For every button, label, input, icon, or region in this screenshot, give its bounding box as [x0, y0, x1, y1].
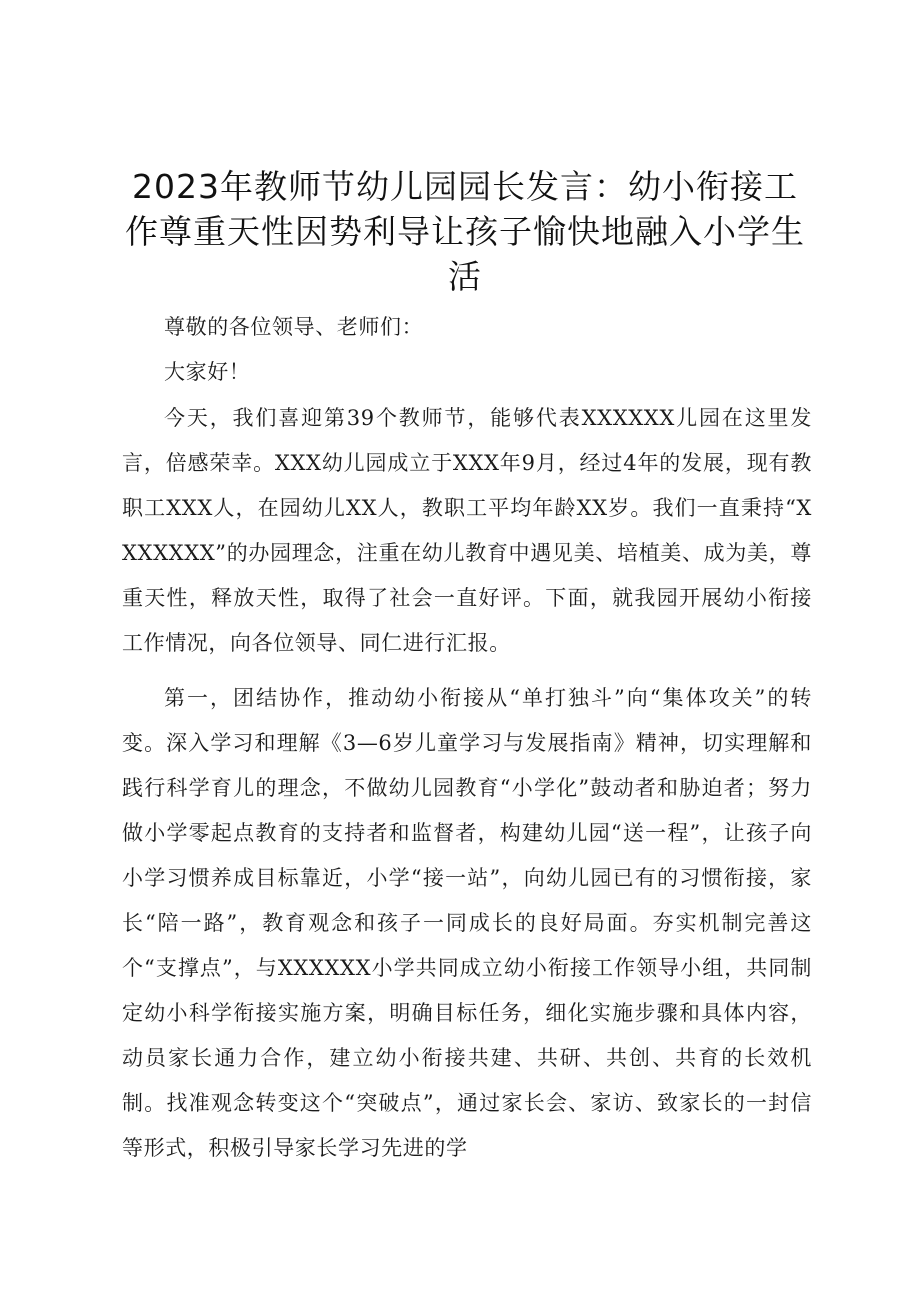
salutation: 尊敬的各位领导、老师们：: [164, 315, 424, 339]
document-body: [122, 306, 812, 1171]
paragraph-first-point: 第一，团结协作，推动幼小衔接从“单打独斗”向“集体攻关”的转变。深入学习和理解《3—6岁儿童学习与发展指南》精神，切实理解和践行科学育儿的理念，不做幼儿园教育“小学化”鼓动者和胁迫者；努力做小学零起点教育的支持者和监督者，构建幼儿园“送一程”，让孩子向小学习惯养成目标靠近，小学“接一站”，向幼儿园已有的习惯衔接，家长“陪一路”，教育观念和孩子一同成长的良好局面。夯实机制完善这个“支撑点”，与XXXXXX小学共同成立幼小衔接工作领导小组，共同制定幼小科学衔接实施方案，明确目标任务，细化实施步骤和具体内容，动员家长通力合作，建立幼小衔接共建、共研、共创、共育的长效机制。找准观念转变这个“突破点”，通过家长会、家访、致家长的一封信等形式，积极引导家长学习先进的学: [122, 686, 812, 1160]
greeting: 大家好！: [164, 360, 251, 384]
paragraph-introduction: 今天，我们喜迎第39个教师节，能够代表XXXXXX儿园在这里发言，倍感荣幸。XXX幼儿园成立于XXX年9月，经过4年的发展，现有教职工XXX人，在园幼儿XX人，教职工平均年龄XX岁。我们一直秉持“XXXXXXX”的办园理念，注重在幼儿教育中遇见美、培植美、成为美，尊重天性，释放天性，取得了社会一直好评。下面，就我园开展幼小衔接工作情况，向各位领导、同仁进行汇报。: [122, 406, 812, 655]
document-title: 2023年教师节幼儿园园长发言：幼小衔接工作尊重天性因势利导让孩子愉快地融入小学生活: [125, 167, 805, 296]
